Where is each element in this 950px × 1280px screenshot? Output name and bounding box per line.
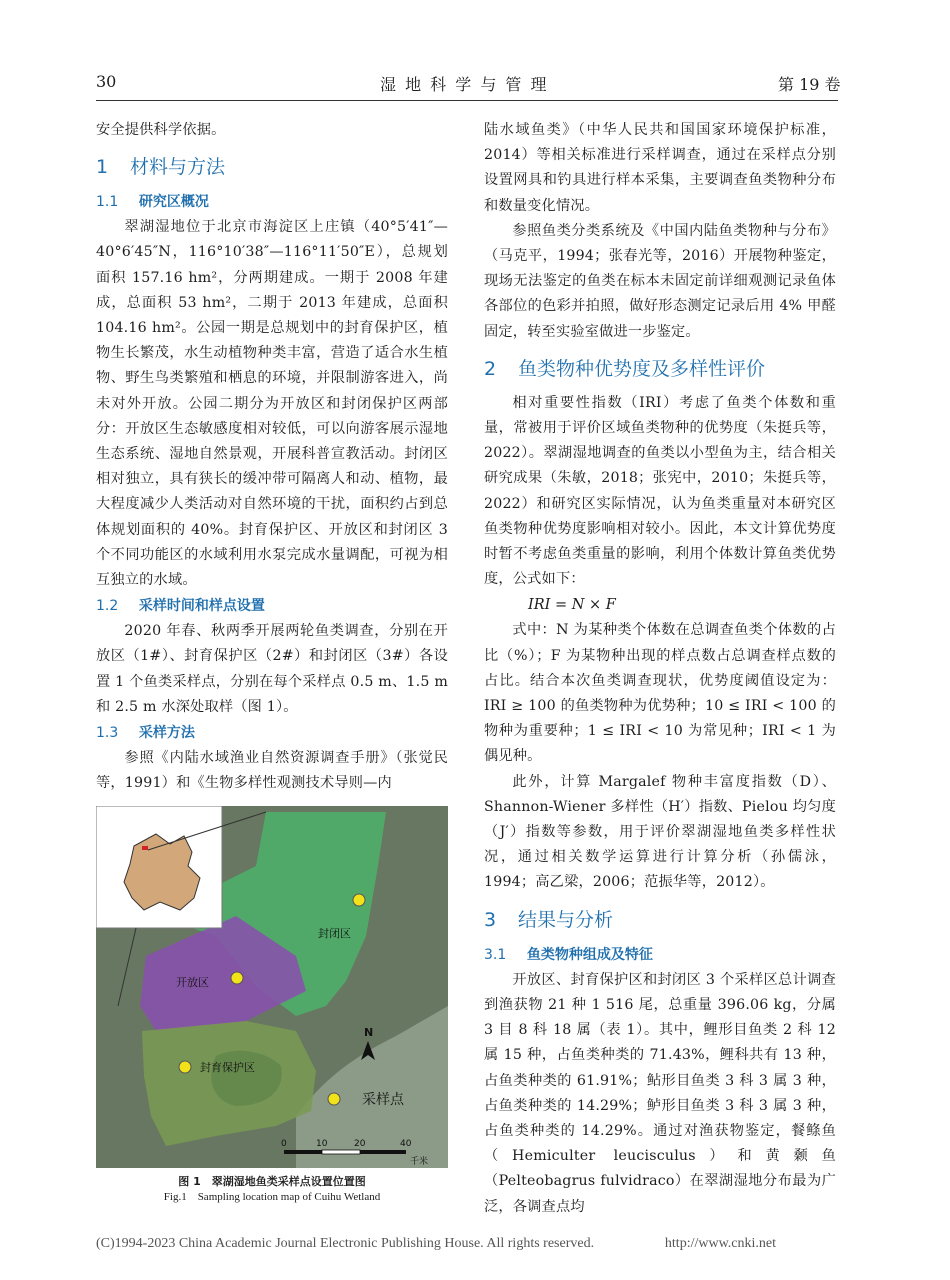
legend-sample-point-symbol <box>328 1093 340 1105</box>
scale-bar-seg1 <box>284 1150 322 1154</box>
scale-bar-seg2 <box>322 1150 360 1154</box>
left-column <box>96 118 448 1204</box>
page-number: 30 <box>96 72 117 91</box>
section-3-heading <box>484 906 836 934</box>
paragraph-identification: 参照鱼类分类系统及《中国内陆鱼类物种与分布》（马克平，1994；张春光等，2016）开展物种鉴定，现场无法鉴定的鱼类在标本未固定前详细观测记录鱼体各部位的色彩并拍照，做好形态测定记录后用 4% 甲醛固定，转至实验室做进一步鉴定。 <box>484 222 836 340</box>
figure-1-map <box>96 806 448 1168</box>
formula-iri: IRI = N × F <box>528 597 616 614</box>
sample-point-open <box>231 972 243 984</box>
label-closed-zone: 封闭区 <box>318 927 351 941</box>
section-title: 鱼类物种优势度及多样性评价 <box>518 357 766 380</box>
subsection-number: 1.1 <box>96 194 119 211</box>
paragraph-diversity-indices: 此外，计算 Margalef 物种丰富度指数（D）、Shannon-Wiener 多样性（H′）指数、Pielou 均匀度（J′）指数等参数，用于评价翠湖湿地鱼类多样性状况，通过相关数学运算进行计算分析（孙儒泳，1994；高乙梁，2006；范振华等，2012）。 <box>484 773 836 891</box>
section-2-heading <box>484 355 836 383</box>
copyright-notice: (C)1994-2023 China Academic Journal Electronic Publishing House. All rights reserved. <box>96 1236 595 1251</box>
subsection-title: 采样方法 <box>138 725 195 742</box>
north-label: N <box>364 1026 374 1040</box>
subsection-title: 研究区概况 <box>138 194 209 211</box>
subsection-number: 1.2 <box>96 598 119 615</box>
figure-caption-cn: 图 1 翠湖湿地鱼类采样点设置位置图 <box>178 1175 366 1189</box>
scale-tick-40: 40 <box>400 1139 412 1150</box>
scale-unit: 千米 <box>410 1157 429 1168</box>
section-1-1-heading <box>96 189 448 215</box>
map-svg <box>96 806 448 1168</box>
scale-tick-0: 0 <box>281 1139 287 1150</box>
section-1-heading <box>96 153 448 181</box>
paragraph-study-area: 翠湖湿地位于北京市海淀区上庄镇（40°5′41″—40°6′45″N，116°10′38″—116°11′50″E），总规划面积 157.16 hm²，分两期建成。一期于 2008 年建成，总面积 53 hm²，二期于 2013 年建成，总面积 104.16 hm²。公园一期是总规划中的封育保护区，植物生长繁茂，水生动植物种类丰富，营造了适合水生植物、野生鸟类繁殖和栖息的环境，并限制游客进入，尚未对外开放。公园二期分为开放区和封闭保护区两部分：开放区生态敏感度相对较低，可以向游客展示湿地生态系统、湿地自然景观，开展科普宣教活动。封闭区相对独立，具有狭长的缓冲带可隔离人和动、植物，最大程度减少人类活动对自然环境的干扰，面积约占到总体规划面积的 40%。封育保护区、开放区和封闭区 3 个不同功能区的水域利用水泵完成水量调配，可视为相互独立的水域。 <box>96 219 448 589</box>
scale-tick-20: 20 <box>354 1139 366 1150</box>
scale-tick-10: 10 <box>316 1139 328 1150</box>
section-1-3-heading <box>96 720 448 746</box>
paragraph-method-continued: 陆水域鱼类》（中华人民共和国国家环境保护标准，2014）等相关标准进行采样调查，通过在采样点分别设置网具和钓具进行样本采集，主要调查鱼类物种分布和数量变化情况。 <box>484 122 836 214</box>
subsection-title: 鱼类物种组成及特征 <box>526 946 653 963</box>
label-open-zone: 开放区 <box>176 976 209 990</box>
footer <box>96 1236 776 1252</box>
paragraph-sampling-time: 2020 年春、秋两季开展两轮鱼类调查，分别在开放区（1#）、封育保护区（2#）和封闭区（3#）各设置 1 个鱼类采样点，分别在每个采样点 0.5 m、1.5 m 和 2.5 m 水深处取样（图 1）。 <box>96 623 448 715</box>
journal-title: 湿 地 科 学 与 管 理 <box>380 75 549 94</box>
subsection-number: 3.1 <box>484 946 507 963</box>
section-number: 3 <box>484 908 497 931</box>
section-1-2-heading <box>96 593 448 619</box>
sample-point-protected <box>179 1061 191 1073</box>
section-title: 材料与方法 <box>130 156 226 179</box>
volume-label: 第 19 卷 <box>778 75 841 94</box>
sample-point-closed <box>353 894 365 906</box>
label-protected-zone: 封育保护区 <box>200 1061 255 1075</box>
section-3-1-heading <box>484 942 836 968</box>
scale-bar-seg3 <box>360 1150 406 1154</box>
section-number: 1 <box>96 156 109 179</box>
header-rule <box>96 100 838 101</box>
paragraph-intro-end: 安全提供科学依据。 <box>96 122 226 138</box>
figure-caption-en: Fig.1 Sampling location map of Cuihu Wetland <box>163 1191 381 1204</box>
paragraph-iri-intro: 相对重要性指数（IRI）考虑了鱼类个体数和重量，常被用于评价区域鱼类物种的优势度（朱挺兵等，2022）。翠湖湿地调查的鱼类以小型鱼为主，结合相关研究成果（朱敏，2018；张宪中，2010；朱挺兵等，2022）和研究区实际情况，认为鱼类重量对本研究区鱼类物种优势度影响相对较小。因此，本文计算优势度时暂不考虑鱼类重量的影响，利用个体数计算鱼类优势度，公式如下： <box>484 394 836 588</box>
section-title: 结果与分析 <box>518 908 614 931</box>
cnki-link[interactable]: http://www.cnki.net <box>664 1236 776 1251</box>
right-column <box>484 118 836 1220</box>
paragraph-sampling-method: 参照《内陆水域渔业自然资源调查手册》（张觉民等，1991）和《生物多样性观测技术导则—内 <box>96 750 448 792</box>
paragraph-species-composition: 开放区、封育保护区和封闭区 3 个采样区总计调查到渔获物 21 种 1 516 尾，总重量 396.06 kg，分属 3 目 8 科 18 属（表 1）。其中，鲤形目鱼类 2 科 12 属 15 种，占鱼类种类的 71.43%，鲤科共有 13 种，占鱼类种类的 61.91%；鲇形目鱼类 3 科 3 属 3 种，占鱼类种类的 14.29%；鲈形目鱼类 3 科 3 属 3 种，占鱼类种类的 14.29%。通过对渔获物鉴定，餐鲦鱼（Hemiculter leucisculus）和黄颡鱼（Pelteobagrus fulvidraco）在翠湖湿地分布最为广泛，各调查点均 <box>484 971 836 1215</box>
paragraph-formula-explanation: 式中：N 为某种类个体数在总调查鱼类个体数的占比（%）；F 为某物种出现的样点数占总调查样点数的占比。结合本次鱼类调查现状，优势度阈值设定为：IRI ≥ 100 的鱼类物种为优势种；10 ≤ IRI < 100 的物种为重要种；1 ≤ IRI < 10 为常见种；IRI < 1 为偶见种。 <box>484 622 836 765</box>
subsection-number: 1.3 <box>96 725 119 742</box>
wetland-location-marker <box>142 846 148 850</box>
legend-sample-point-label: 采样点 <box>362 1092 404 1109</box>
subsection-title: 采样时间和样点设置 <box>138 598 265 615</box>
section-number: 2 <box>484 357 497 380</box>
